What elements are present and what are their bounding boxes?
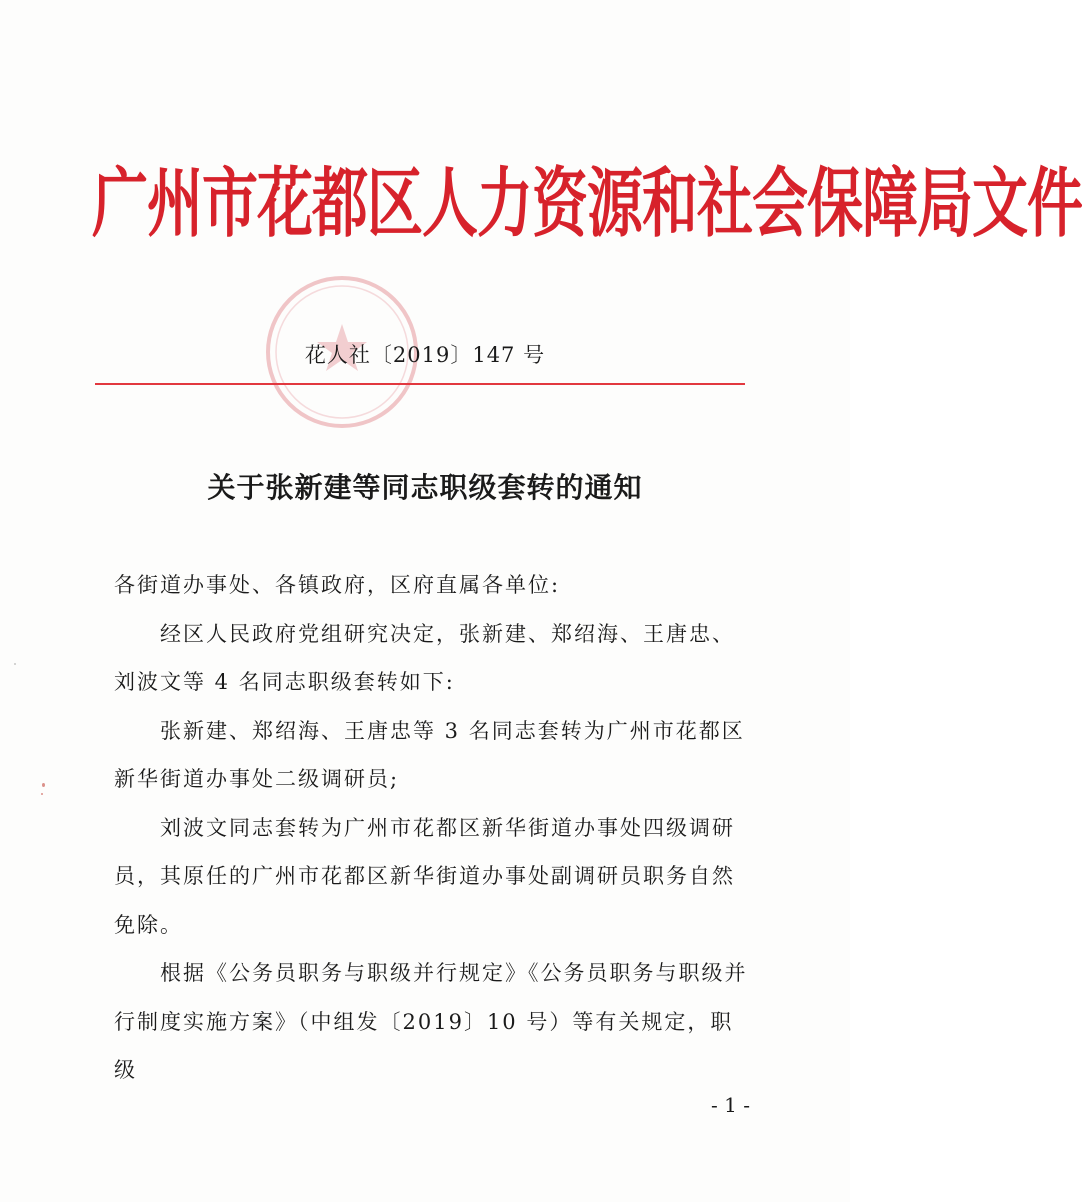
body-paragraph: 张新建、郑绍海、王唐忠等 3 名同志套转为广州市花都区新华街道办事处二级调研员; xyxy=(114,718,745,791)
body-paragraph: 刘波文同志套转为广州市花都区新华街道办事处四级调研员，其原任的广州市花都区新华街道办事处副调研员职务自然免除。 xyxy=(114,815,735,937)
scan-speck xyxy=(41,793,43,795)
body-paragraph: 经区人民政府党组研究决定，张新建、郑绍海、王唐忠、刘波文等 4 名同志职级套转如下: xyxy=(114,621,735,694)
notice-title: 关于张新建等同志职级套转的通知 xyxy=(207,471,643,504)
document-number: 花人社〔2019〕147 号 xyxy=(304,343,546,367)
scan-speck xyxy=(14,663,16,665)
page-number: - 1 - xyxy=(711,1093,750,1117)
scan-speck xyxy=(42,783,45,787)
red-divider-line xyxy=(95,383,745,385)
issuing-agency-header: 广州市花都区人力资源和社会保障局文件 xyxy=(92,160,1082,249)
addressee-line: 各街道办事处、各镇政府，区府直属各单位: xyxy=(114,573,561,597)
body-paragraph: 根据《公务员职务与职级并行规定》《公务员职务与职级并行制度实施方案》（中组发〔2019〕10 号）等有关规定，职级 xyxy=(114,961,748,1082)
notice-body xyxy=(114,561,754,1095)
